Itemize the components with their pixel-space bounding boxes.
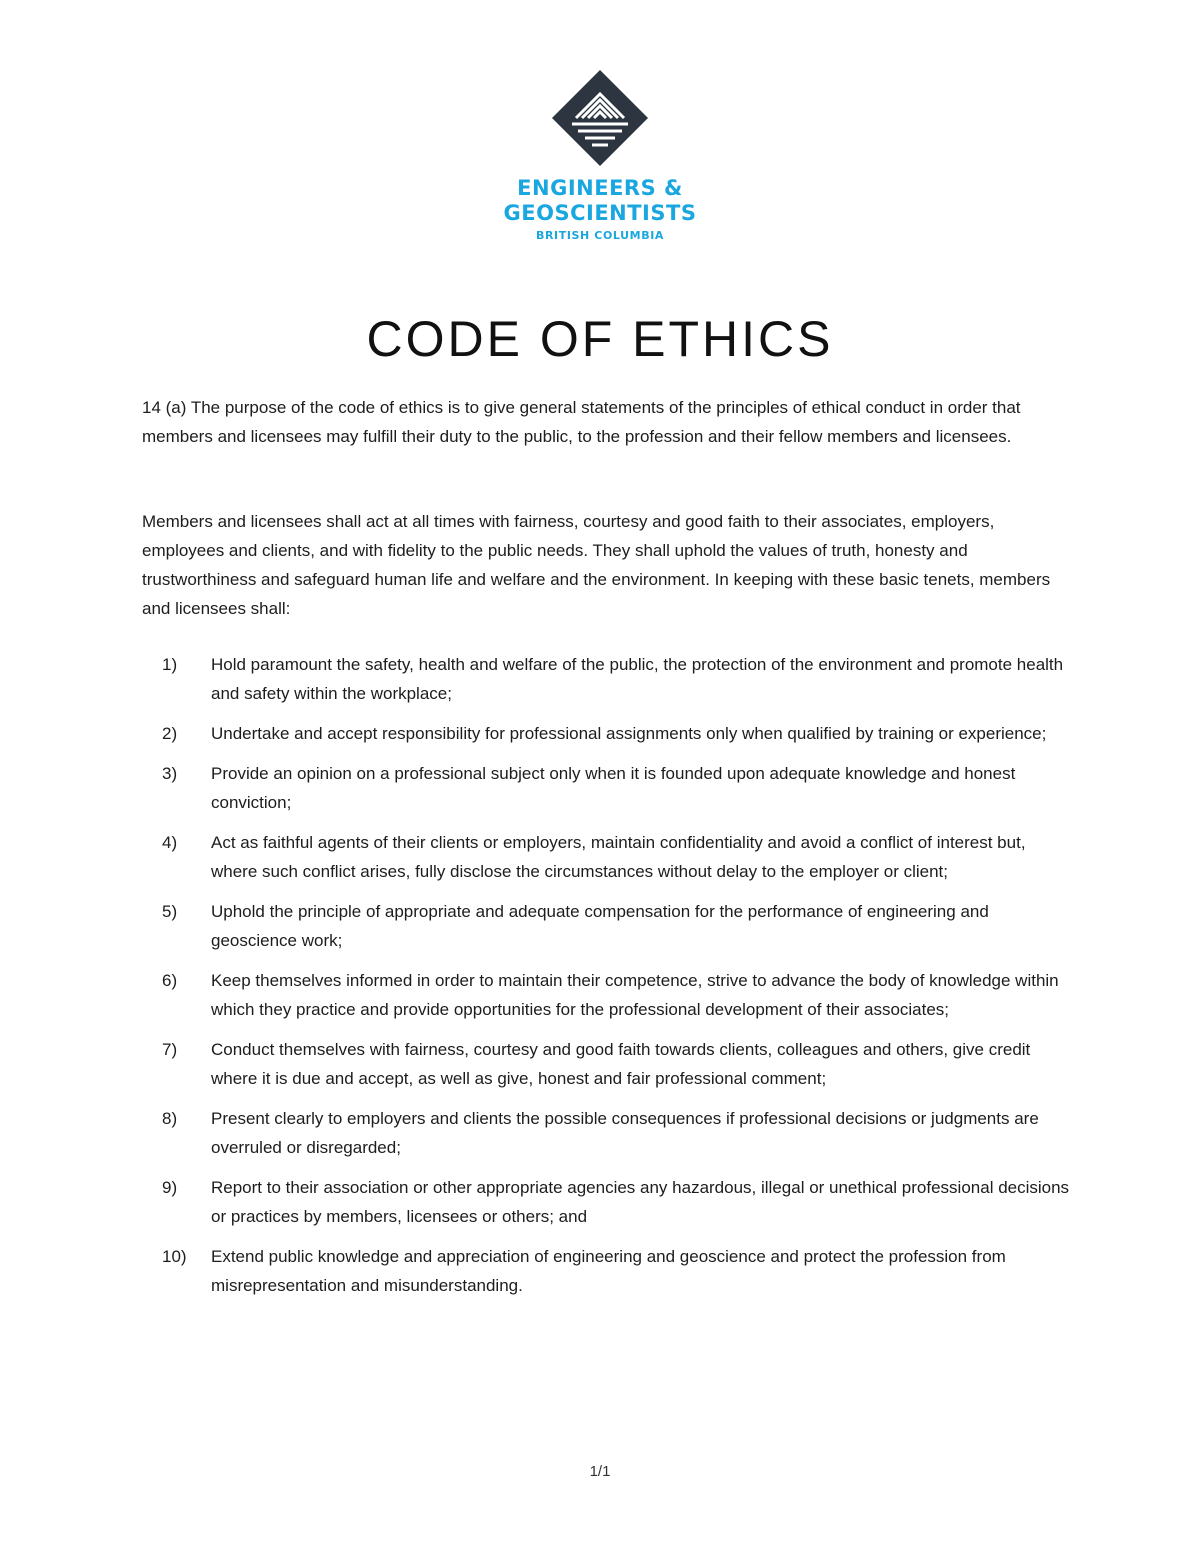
list-item-text: Hold paramount the safety, health and welfare of the public, the protection of the environment and promote health and safety within the workplace; [211,655,1064,703]
logo-line-geoscientists: GEOSCIENTISTS [503,201,697,225]
list-item-number: 4) [162,833,178,852]
list-item-number: 6) [162,971,178,990]
list-item [142,1104,1072,1162]
list-item-text: Undertake and accept responsibility for professional assignments only when qualified by training or experience; [211,724,1047,743]
list-item-number: 2) [162,724,178,743]
logo-line-region: BRITISH COLUMBIA [535,229,664,242]
logo-line-engineers: ENGINEERS & [517,176,683,200]
list-item-number: 8) [162,1109,178,1128]
intro-paragraph: 14 (a) The purpose of the code of ethics is to give general statements of the principles of ethical conduct in order that members and licensees may fulfill their duty to the public, to the profession and their fellow members and licensees. [142,398,1021,446]
preamble-paragraph: Members and licensees shall act at all times with fairness, courtesy and good faith to their associates, employers, employees and clients, and with fidelity to the public needs. They shall uphold the values of truth, honesty and trustworthiness and safeguard human life and welfare and the environment. In keeping with these basic tenets, members and licensees shall: [142,512,1051,618]
list-item-text: Conduct themselves with fairness, courtesy and good faith towards clients, colleagues and others, give credit where it is due and accept, as well as give, honest and fair professional comment; [211,1040,1031,1088]
list-item [142,897,1072,955]
list-item-number: 10) [162,1247,187,1266]
page-number: 1/1 [589,1463,611,1480]
list-item [142,828,1072,886]
list-item [142,1035,1072,1093]
list-item-number: 3) [162,764,178,783]
diamond-chevron-logo-icon [550,68,650,168]
page-title: CODE OF ETHICS [366,311,834,367]
list-item-text: Present clearly to employers and clients the possible consequences if professional decisions or judgments are overruled or disregarded; [211,1109,1039,1157]
list-item [142,1173,1072,1231]
list-item [142,719,1072,748]
list-item [142,650,1072,708]
list-item-text: Extend public knowledge and appreciation of engineering and geoscience and protect the profession from misrepresentation and misunderstanding. [211,1247,1006,1295]
organization-logo [0,68,1200,241]
list-item [142,966,1072,1024]
logo-wordmark [0,178,1200,241]
list-item-number: 9) [162,1178,178,1197]
list-item-number: 5) [162,902,178,921]
list-item-number: 1) [162,655,178,674]
list-item-text: Keep themselves informed in order to maintain their competence, strive to advance the body of knowledge within which they practice and provide opportunities for the professional development of their associates; [211,971,1059,1019]
list-item [142,759,1072,817]
list-item-text: Uphold the principle of appropriate and adequate compensation for the performance of engineering and geoscience work; [211,902,989,950]
list-item [142,1242,1072,1300]
list-item-text: Provide an opinion on a professional subject only when it is founded upon adequate knowledge and honest conviction; [211,764,1016,812]
list-item-number: 7) [162,1040,178,1059]
list-item-text: Report to their association or other appropriate agencies any hazardous, illegal or unethical professional decisions or practices by members, licensees or others; and [211,1178,1070,1226]
list-item-text: Act as faithful agents of their clients or employers, maintain confidentiality and avoid a conflict of interest but, where such conflict arises, fully disclose the circumstances without delay to the employer or client; [211,833,1026,881]
ethics-list [142,650,1072,1311]
